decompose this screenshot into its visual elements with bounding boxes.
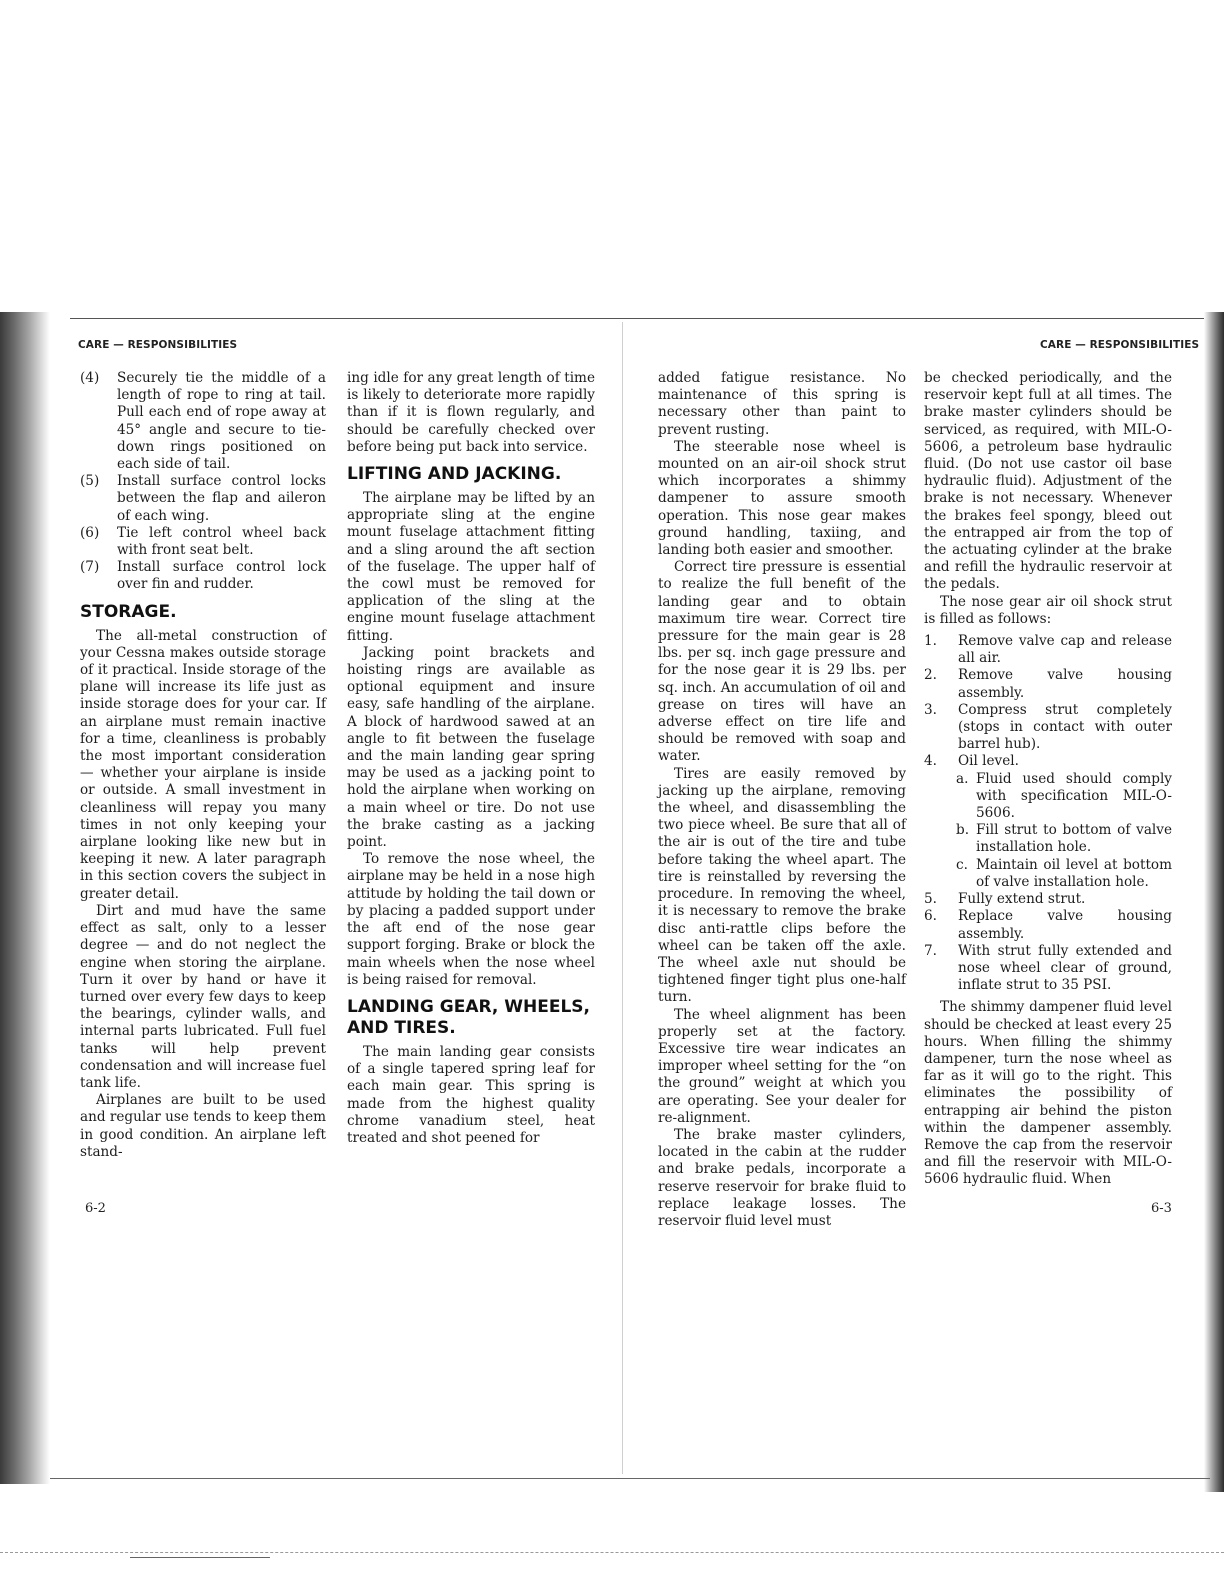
- list-item: 4. Oil level.: [924, 753, 1019, 770]
- list-item: (7) Install surface control lock over fin and rudder.: [80, 559, 326, 593]
- list-item: 5. Fully extend strut.: [924, 891, 1086, 908]
- list-item: 2. Remove valve housing assembly.: [924, 667, 1172, 701]
- paragraph: The shimmy dampener fluid level should be checked at least every 25 hours. When filling the shimmy dampener, turn the nose wheel as far as it will go to the right. This eliminates the possibility of entrapping air behind the piston within the dampener assembly. Remove the cap from the reservoir and fill the reservoir with MIL-O-5606 hydraulic fluid. When: [924, 999, 1172, 1188]
- paragraph: The steerable nose wheel is mounted on an air-oil shock strut which incorporates a shimmy dampener to assure smooth operation. This nose gear makes ground handling, taxiing, and landing both easier and smoother.: [658, 438, 906, 559]
- running-head-left: CARE — RESPONSIBILITIES: [78, 339, 238, 351]
- strut-steps-continued: [924, 891, 1172, 994]
- page-number-right: 6-3: [1151, 1201, 1172, 1216]
- oil-level-substeps: [924, 771, 1172, 891]
- scan-bottom-edge: [0, 1552, 1224, 1553]
- storage-heading: STORAGE.: [80, 601, 177, 622]
- list-item: (4) Securely tie the middle of a length of rope to ring at tail. Pull each end of rope away at 45° angle and secure to tie-down rings positioned on each side of tail.: [80, 370, 326, 473]
- list-item: c. Maintain oil level at bottom of valve installation hole.: [956, 856, 1172, 890]
- lifting-heading: LIFTING AND JACKING.: [347, 464, 562, 485]
- list-item: 6. Replace valve housing assembly.: [924, 908, 1172, 942]
- landing-gear-heading: LANDING GEAR, WHEELS, AND TIRES.: [347, 996, 590, 1038]
- paragraph: The all-metal construction of your Cessna makes outside storage of it practical. Inside storage of the plane will increase its life just as inside storage does for your car. If an airplane must remain inactive for a time, cleanliness is probably the most important consideration — whether your airplane is inside or outside. A small investment in cleanliness will repay you many times in not only keeping your airplane looking like new but in keeping it new. A later paragraph in this section covers the subject in greater detail.: [80, 627, 326, 902]
- scan-artifact-line: [130, 1557, 270, 1558]
- paragraph: The brake master cylinders, located in the cabin at the rudder and brake pedals, incorporate a reserve reservoir for brake fluid to replace leakage losses. The reservoir fluid level must: [658, 1126, 906, 1229]
- page-number-left: 6-2: [85, 1201, 106, 1216]
- list-item: 1. Remove valve cap and release all air.: [924, 633, 1172, 667]
- paragraph: The nose gear air oil shock strut is filled as follows:: [924, 593, 1172, 627]
- paragraph: The airplane may be lifted by an appropriate sling at the engine mount fuselage attachment fitting and a sling around the aft section of the fuselage. The upper half of the cowl must be removed for application of the sling at the engine mount fuselage attachment fitting.: [347, 490, 595, 644]
- paragraph: Tires are easily removed by jacking up the airplane, removing the wheel, and disassembling the two piece wheel. Be sure that all of the air is out of the tire and tube before taking the wheel apart. The tire is reinstalled by reversing the procedure. In removing the wheel, it is necessary to remove the brake disc anti-rattle clips before the wheel can be taken off the axle. The wheel axle nut should be tightened finger tight plus one-half turn.: [658, 765, 906, 1006]
- list-item: b. Fill strut to bottom of valve installation hole.: [956, 822, 1172, 856]
- paragraph: Jacking point brackets and hoisting rings are available as optional equipment and insure easy, safe handling of the airplane. A block of hardwood sawed at an angle to fit between the fuselage and the main landing gear spring may be used as a jacking point to hold the airplane when working on a main wheel or tire. Do not use the brake casting as a jacking point.: [347, 644, 595, 851]
- paragraph: The wheel alignment has been properly set at the factory. Excessive tire wear indicates an improper wheel setting for the “on the ground” weight at which you are operating. See your dealer for re-alignment.: [658, 1006, 906, 1126]
- paragraph: Dirt and mud have the same effect as salt, only to a lesser degree — and do not neglect the engine when storing the airplane. Turn it over by hand or have it turned over every few days to keep the bearings, cylinder walls, and internal parts lubricated. Full fuel tanks will help prevent condensation and will increase fuel tank life.: [80, 902, 326, 1091]
- binding-shadow: [0, 312, 50, 1484]
- column-2: [347, 370, 595, 1147]
- list-item: a. Fluid used should comply with specification MIL-O-5606.: [956, 770, 1172, 822]
- page-edge-shadow: [1204, 312, 1224, 1492]
- paragraph: The main landing gear consists of a single tapered spring leaf for each main gear. This spring is made from the highest quality chrome vanadium steel, heat treated and shot peened for: [347, 1043, 595, 1146]
- paragraph: ing idle for any great length of time is likely to deteriorate more rapidly than if it is flown regularly, and should be carefully checked over before being put back into service.: [347, 370, 595, 455]
- tiedown-steps: [80, 370, 326, 594]
- list-item: 3. Compress strut completely (stops in contact with outer barrel hub).: [924, 701, 1172, 753]
- paragraph: be checked periodically, and the reservoir kept full at all times. The brake master cylinders should be serviced, as required, with MIL-O-5606, a petroleum base hydraulic fluid. (Do not use castor oil base hydraulic fluid). Adjustment of the brake is not necessary. Whenever the brakes feel spongy, bleed out the entrapped air from the top of the actuating cylinder at the brake and refill the hydraulic reservoir at the pedals.: [924, 370, 1172, 593]
- column-4: [924, 370, 1172, 1189]
- paragraph: Airplanes are built to be used and regular use tends to keep them in good condition. An airplane left stand-: [80, 1092, 326, 1160]
- paragraph: added fatigue resistance. No maintenance of this spring is necessary other than paint to prevent rusting.: [658, 370, 906, 438]
- column-1: [80, 370, 326, 1161]
- list-item: 7. With strut fully extended and nose wheel clear of ground, inflate strut to 35 PSI.: [924, 942, 1172, 994]
- strut-steps: [924, 633, 1172, 771]
- spine-fold: [622, 322, 623, 1474]
- paragraph: Correct tire pressure is essential to realize the full benefit of the landing gear and to obtain maximum tire wear. Correct tire pressure for the main gear is 28 lbs. per sq. inch gage pressure and for the nose gear it is 29 lbs. per sq. inch. An accumulation of oil and grease on tires will have an adverse effect on tire life and should be removed with soap and water.: [658, 559, 906, 765]
- bottom-page-edge: [50, 1478, 1210, 1479]
- top-page-edge: [70, 318, 1204, 319]
- column-3: [658, 370, 906, 1230]
- paragraph: To remove the nose wheel, the airplane may be held in a nose high attitude by holding the tail down or by placing a padded support under the aft end of the nose gear support forging. Brake or block the main wheels when the nose wheel is being raised for removal.: [347, 851, 595, 988]
- list-item: (5) Install surface control locks between the flap and aileron of each wing.: [80, 473, 326, 524]
- list-item: (6) Tie left control wheel back with front seat belt.: [80, 524, 326, 559]
- running-head-right: CARE — RESPONSIBILITIES: [1040, 339, 1200, 351]
